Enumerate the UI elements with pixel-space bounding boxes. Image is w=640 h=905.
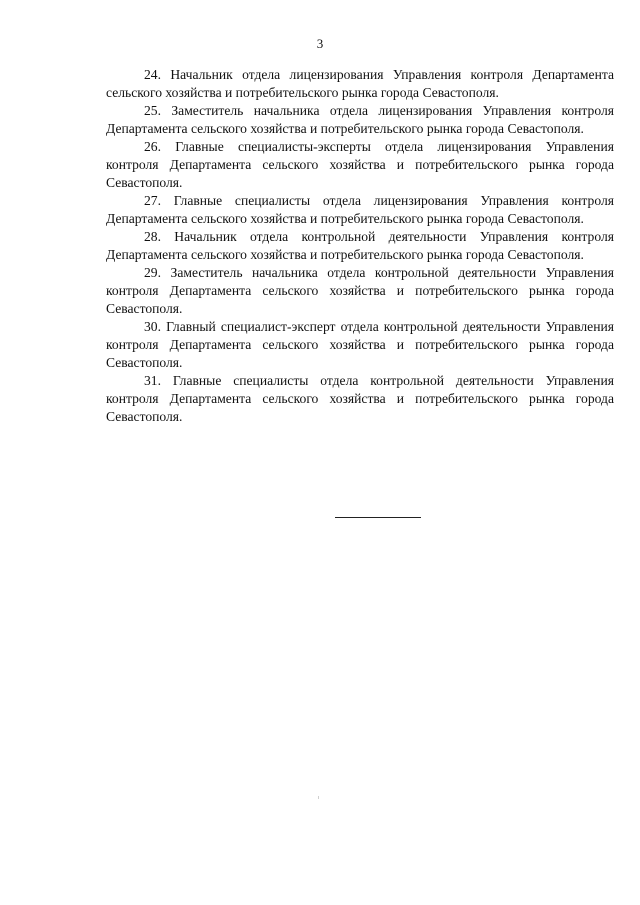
list-item: 31. Главные специалисты отдела контрольной деятельности Управления контроля Департамента сельского хозяйства и потребительского рынка города Севастополя. [106, 373, 614, 424]
page-number: 3 [316, 36, 324, 51]
scan-artifact [318, 796, 319, 799]
list-item: 27. Главные специалисты отдела лицензирования Управления контроля Департамента сельского хозяйства и потребительского рынка города Севастополя. [106, 193, 614, 226]
list-item: 29. Заместитель начальника отдела контрольной деятельности Управления контроля Департамента сельского хозяйства и потребительского рынка города Севастополя. [106, 265, 614, 316]
list-item: 28. Начальник отдела контрольной деятельности Управления контроля Департамента сельского хозяйства и потребительского рынка города Севастополя. [106, 229, 614, 262]
list-item: 30. Главный специалист-эксперт отдела контрольной деятельности Управления контроля Департамента сельского хозяйства и потребительского рынка города Севастополя. [106, 319, 614, 370]
list-item: 26. Главные специалисты-эксперты отдела лицензирования Управления контроля Департамента сельского хозяйства и потребительского рынка города Севастополя. [106, 139, 614, 190]
list-item: 24. Начальник отдела лицензирования Управления контроля Департамента сельского хозяйства и потребительского рынка города Севастополя. [106, 67, 614, 100]
document-body [106, 66, 614, 426]
end-divider [335, 517, 421, 518]
list-item: 25. Заместитель начальника отдела лицензирования Управления контроля Департамента сельского хозяйства и потребительского рынка города Севастополя. [106, 103, 614, 136]
